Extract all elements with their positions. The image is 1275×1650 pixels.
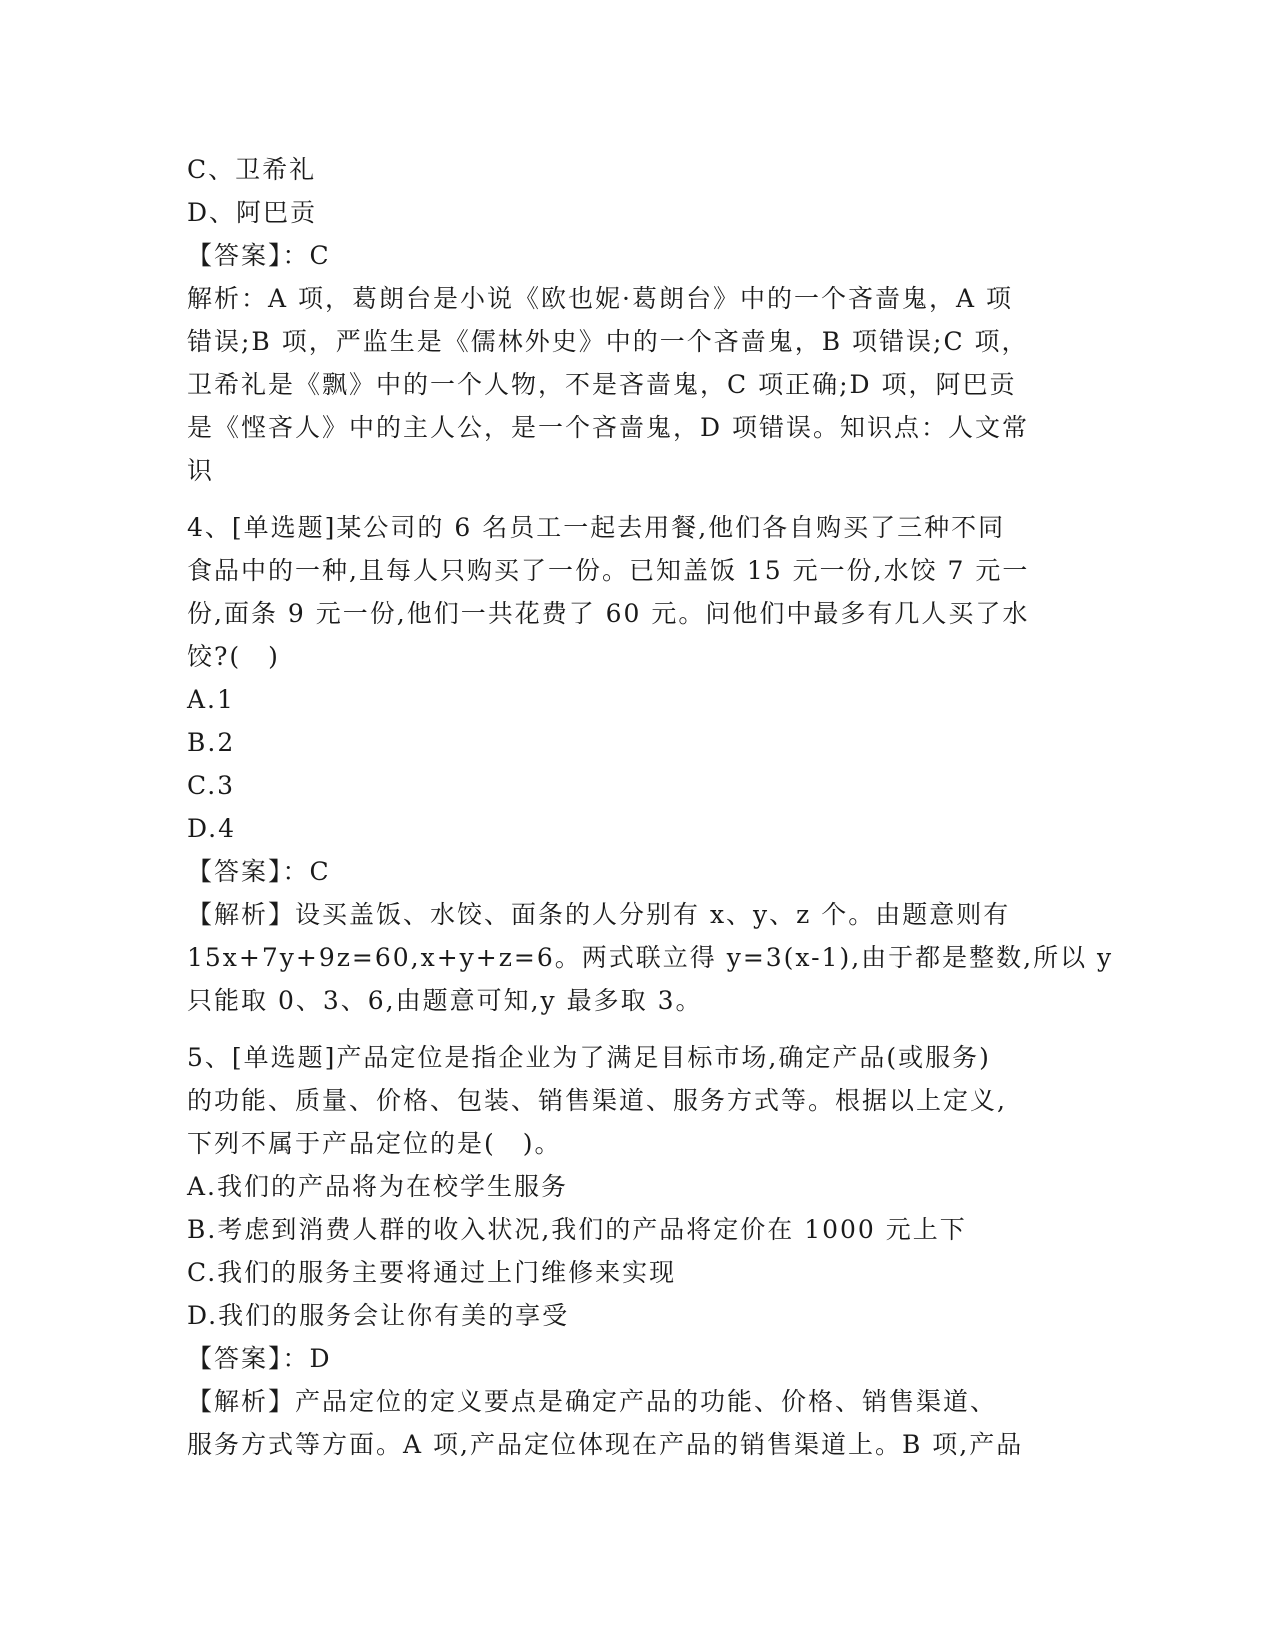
q4-stem-line: 饺?( ) — [187, 642, 280, 671]
q3-analysis-line: 是《悭吝人》中的主人公，是一个吝啬鬼，D 项错误。知识点：人文常 — [187, 413, 1029, 442]
q3-answer: 【答案】：C — [187, 241, 331, 270]
q4-stem-line: 食品中的一种,且每人只购买了一份。已知盖饭 15 元一份,水饺 7 元一 — [187, 556, 1030, 585]
q3-analysis-line: 卫希礼是《飘》中的一个人物，不是吝啬鬼，C 项正确;D 项，阿巴贡 — [187, 370, 1017, 399]
q4-option-d: D.4 — [187, 814, 237, 843]
q5-option-d: D.我们的服务会让你有美的享受 — [187, 1301, 570, 1330]
q4-stem-line: 份,面条 9 元一份,他们一共花费了 60 元。问他们中最多有几人买了水 — [187, 599, 1030, 628]
q3-option-c: C、卫希礼 — [187, 155, 317, 184]
q5-analysis-line: 服务方式等方面。A 项,产品定位体现在产品的销售渠道上。B 项,产品 — [187, 1430, 1024, 1459]
document-body — [187, 148, 1114, 1466]
q4-analysis-line: 【解析】设买盖饭、水饺、面条的人分别有 x、y、z 个。由题意则有 — [187, 900, 1011, 929]
q4-stem-line: 4、[单选题]某公司的 6 名员工一起去用餐,他们各自购买了三种不同 — [187, 513, 1006, 542]
paragraph-gap — [187, 492, 1087, 506]
q5-option-c: C.我们的服务主要将通过上门维修来实现 — [187, 1258, 677, 1287]
q4-option-b: B.2 — [187, 728, 236, 757]
q5-option-b: B.考虑到消费人群的收入状况,我们的产品将定价在 1000 元上下 — [187, 1215, 967, 1244]
q5-answer: 【答案】：D — [187, 1344, 332, 1373]
q3-analysis-line: 解析：A 项，葛朗台是小说《欧也妮·葛朗台》中的一个吝啬鬼，A 项 — [187, 284, 1013, 313]
paragraph-gap — [187, 1022, 1087, 1036]
q3-option-d: D、阿巴贡 — [187, 198, 318, 227]
q5-stem-line: 下列不属于产品定位的是( )。 — [187, 1129, 562, 1158]
q4-option-c: C.3 — [187, 771, 236, 800]
q4-option-a: A.1 — [187, 685, 235, 714]
q3-analysis-line: 错误;B 项，严监生是《儒林外史》中的一个吝啬鬼，B 项错误;C 项， — [187, 327, 1029, 356]
q5-option-a: A.我们的产品将为在校学生服务 — [187, 1172, 569, 1201]
q3-analysis-line: 识 — [187, 456, 215, 485]
q5-stem-line: 5、[单选题]产品定位是指企业为了满足目标市场,确定产品(或服务) — [187, 1043, 991, 1072]
q4-answer: 【答案】：C — [187, 857, 331, 886]
q4-analysis-line: 15x+7y+9z=60,x+y+z=6。两式联立得 y=3(x-1),由于都是整数,所以 y — [187, 943, 1114, 972]
q5-stem-line: 的功能、质量、价格、包装、销售渠道、服务方式等。根据以上定义, — [187, 1086, 1007, 1115]
q5-analysis-line: 【解析】产品定位的定义要点是确定产品的功能、价格、销售渠道、 — [187, 1387, 998, 1416]
q4-analysis-line: 只能取 0、3、6,由题意可知,y 最多取 3。 — [187, 986, 703, 1015]
